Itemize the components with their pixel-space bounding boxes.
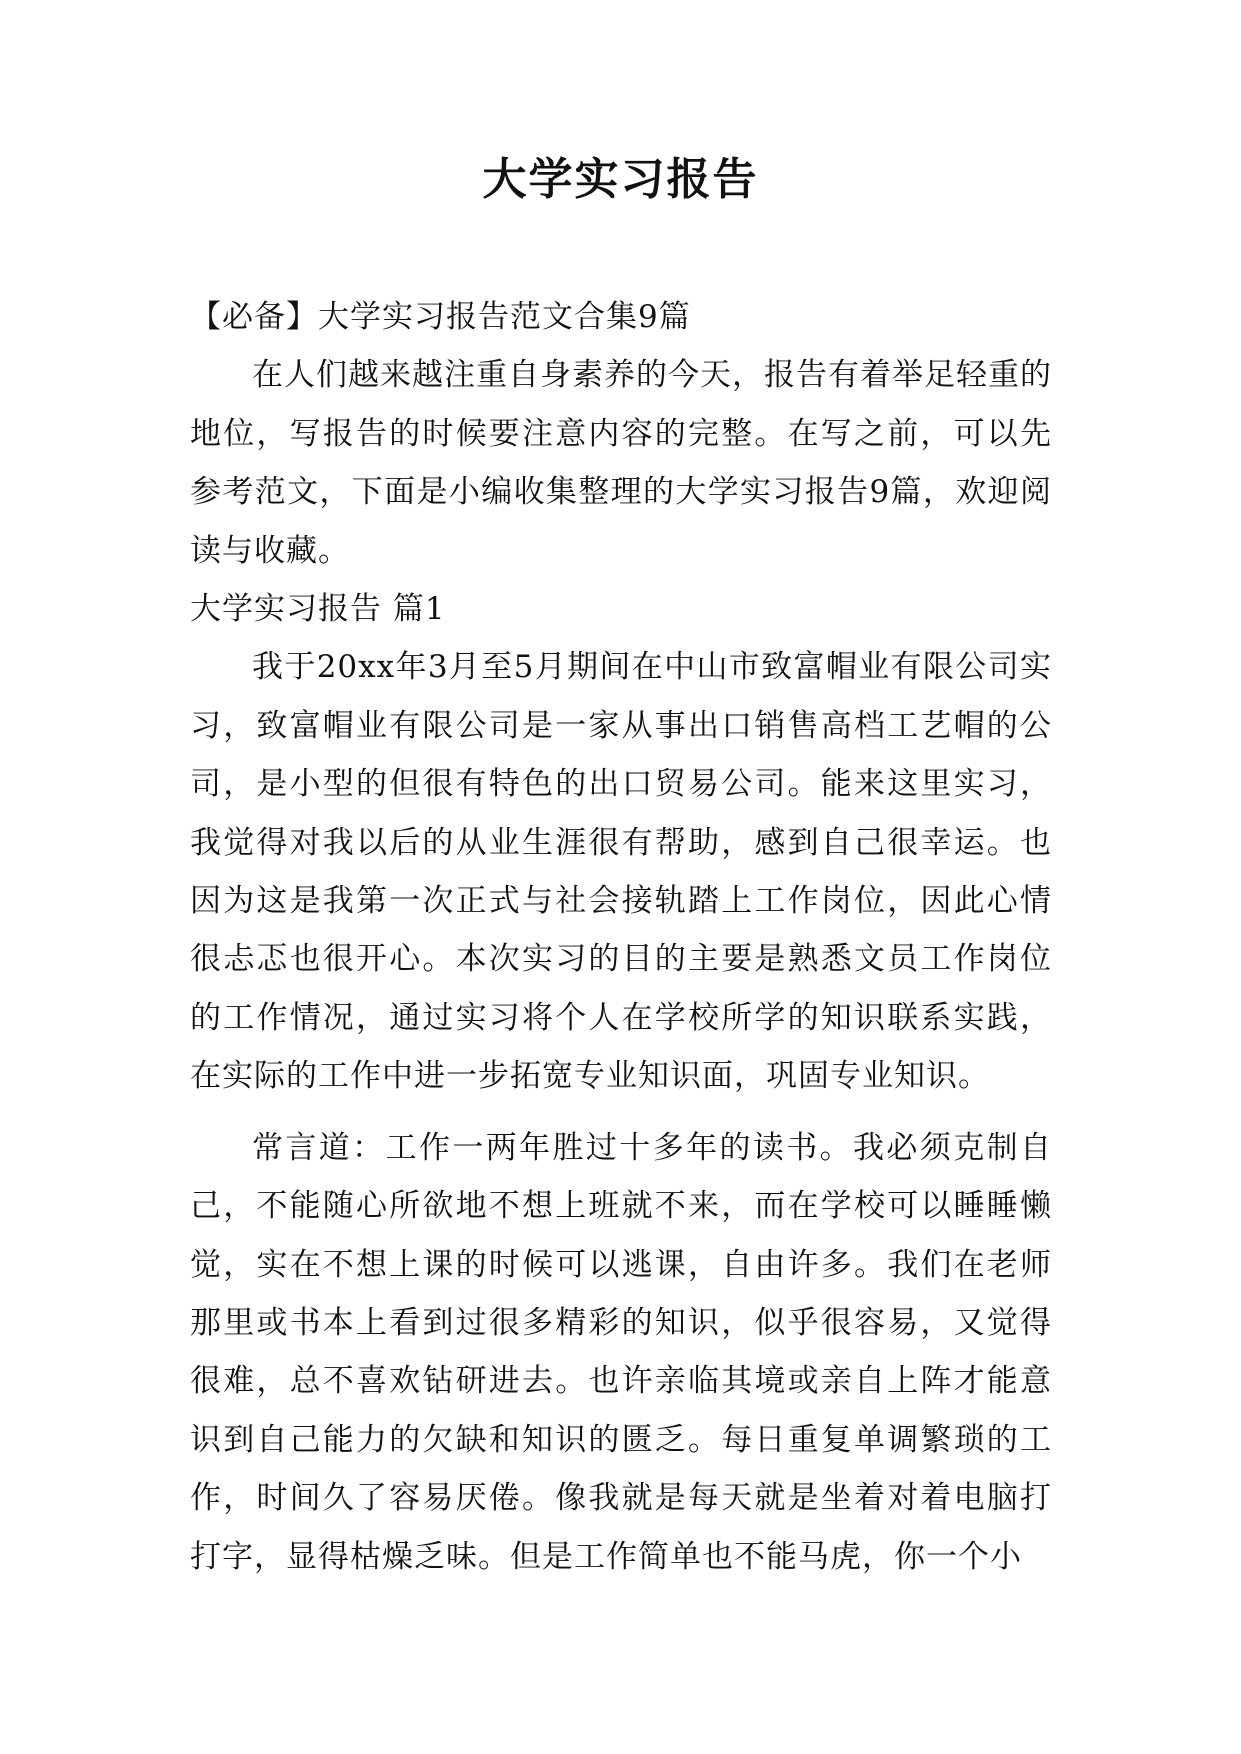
section-heading: 大学实习报告 篇1 bbox=[190, 591, 446, 628]
document-subtitle: 【必备】大学实习报告范文合集9篇 bbox=[190, 299, 691, 335]
intro-paragraph: 在人们越来越注重自身素养的今天，报告有着举足轻重的地位，写报告的时候要注意内容的完整。在写之前，可以先参考范文，下面是小编收集整理的大学实习报告9篇，欢迎阅读与收藏。 bbox=[190, 357, 1052, 569]
body-paragraph: 常言道：工作一两年胜过十多年的读书。我必须克制自己，不能随心所欲地不想上班就不来，而在学校可以睡睡懒觉，实在不想上课的时候可以逃课，自由许多。我们在老师那里或书本上看到过很多精彩的知识，似乎很容易，又觉得很难，总不喜欢钻研进去。也许亲临其境或亲自上阵才能意识到自己能力的欠缺和知识的匮乏。每日重复单调繁琐的工作，时间久了容易厌倦。像我就是每天就是坐着对着电脑打打字，显得枯燥乏味。但是工作简单也不能马虎，你一个小 bbox=[190, 1129, 1052, 1575]
body-paragraph: 我于20xx年3月至5月期间在中山市致富帽业有限公司实习，致富帽业有限公司是一家从事出口销售高档工艺帽的公司，是小型的但很有特色的出口贸易公司。能来这里实习，我觉得对我以后的从业生涯很有帮助，感到自己很幸运。也因为这是我第一次正式与社会接轨踏上工作岗位，因此心情很忐忑也很开心。本次实习的目的主要是熟悉文员工作岗位的工作情况，通过实习将个人在学校所学的知识联系实践，在实际的工作中进一步拓宽专业知识面，巩固专业知识。 bbox=[190, 649, 1052, 1095]
document-title: 大学实习报告 bbox=[482, 154, 759, 205]
document-body bbox=[190, 288, 1052, 1586]
